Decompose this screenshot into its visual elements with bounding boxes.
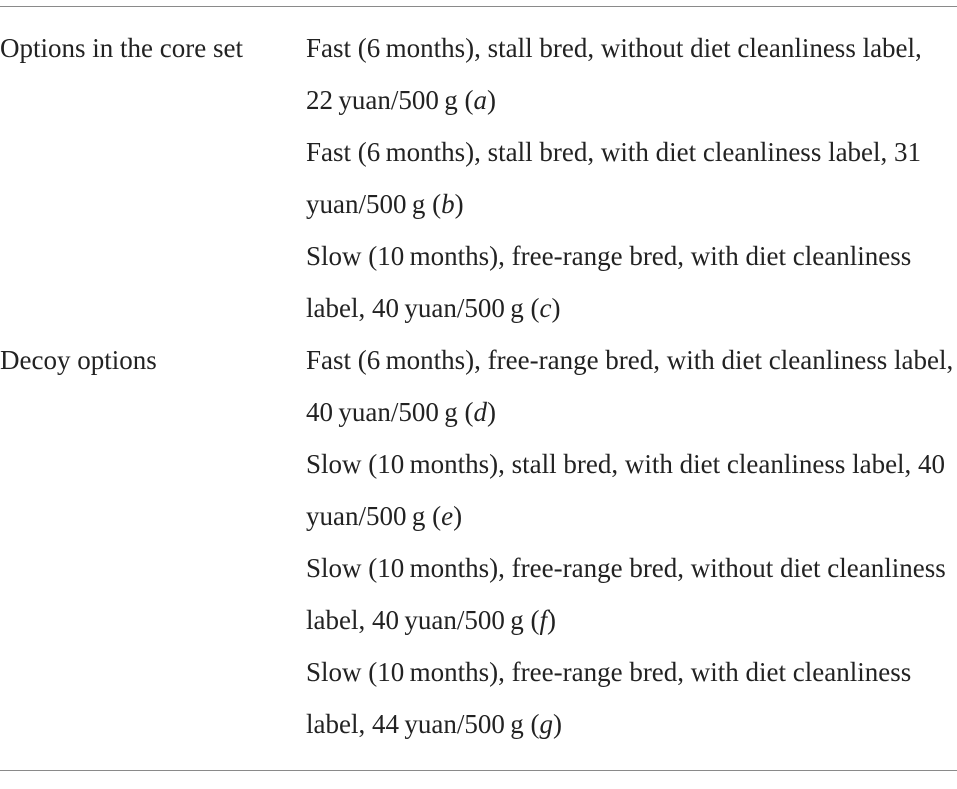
options-list [306,22,957,334]
option-a: Fast (6 months), stall bred, without diet cleanliness label, 22 yuan/500 g (a) [306,33,922,115]
group-label: Decoy options [0,345,157,375]
option-code: g [539,709,554,739]
option-code: e [441,501,454,531]
group-label: Options in the core set [0,33,243,63]
options-list [306,334,957,750]
option-code: c [539,293,552,323]
option-code: f [539,605,548,635]
option-d: Fast (6 months), free-range bred, with diet cleanliness label, 40 yuan/500 g (d) [306,345,954,427]
option-text: Slow (10 months), stall bred, with diet cleanliness label, 40 yuan/500 g [306,449,951,531]
option-code: b [441,189,455,219]
option-text: Fast (6 months), free-range bred, with diet cleanliness label, 40 yuan/500 g [306,345,954,427]
option-text: Fast (6 months), stall bred, without diet cleanliness label, 22 yuan/500 g [306,33,922,115]
option-text: Slow (10 months), free-range bred, with diet cleanliness label, 44 yuan/500 g [306,657,912,739]
option-text: Slow (10 months), free-range bred, without diet cleanliness label, 40 yuan/500 g [306,553,946,635]
group-core-set [0,22,957,334]
option-code: a [473,85,488,115]
option-text: Fast (6 months), stall bred, with diet cleanliness label, 31 yuan/500 g [306,137,927,219]
option-f: Slow (10 months), free-range bred, without diet cleanliness label, 40 yuan/500 g (f) [306,553,946,635]
option-text: Slow (10 months), free-range bred, with diet cleanliness label, 40 yuan/500 g [306,241,912,323]
group-decoy [0,334,957,750]
bottom-rule [0,770,957,771]
options-table [0,22,957,750]
option-c: Slow (10 months), free-range bred, with diet cleanliness label, 40 yuan/500 g (c) [306,241,912,323]
option-g: Slow (10 months), free-range bred, with diet cleanliness label, 44 yuan/500 g (g) [306,657,912,739]
option-b: Fast (6 months), stall bred, with diet cleanliness label, 31 yuan/500 g (b) [306,137,927,219]
option-code: d [473,397,488,427]
top-rule [0,6,957,7]
option-e: Slow (10 months), stall bred, with diet cleanliness label, 40 yuan/500 g (e) [306,449,951,531]
